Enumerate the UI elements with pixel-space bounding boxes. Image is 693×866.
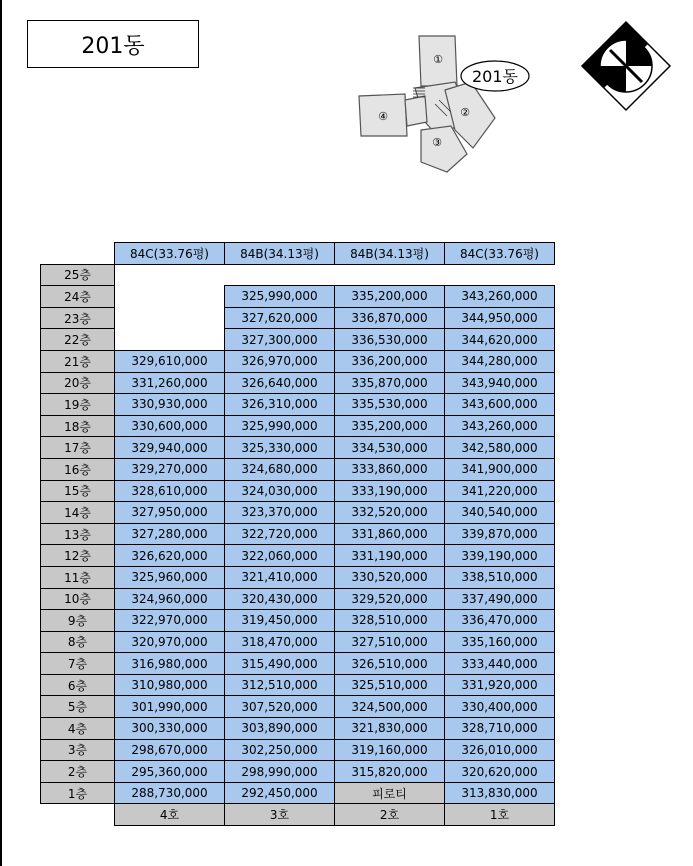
- price-cell-unit-4: 295,360,000: [115, 761, 225, 783]
- price-cell-unit-4: 300,330,000: [115, 718, 225, 740]
- site-plan-diagram: [355, 30, 535, 175]
- price-cell-unit-1: 328,710,000: [445, 718, 555, 740]
- price-cell-unit-3: 320,430,000: [225, 588, 335, 610]
- price-cell-unit-2: 335,200,000: [335, 415, 445, 437]
- price-cell-unit-3: 321,410,000: [225, 566, 335, 588]
- price-cell-unit-2: 332,520,000: [335, 502, 445, 524]
- column-header-unit-1: 84C(33.76평): [445, 243, 555, 265]
- price-cell-unit-3: 318,470,000: [225, 631, 335, 653]
- price-cell-unit-1: 344,620,000: [445, 329, 555, 351]
- unit-marker-1: ①: [433, 53, 443, 66]
- price-cell-unit-3: 302,250,000: [225, 739, 335, 761]
- price-cell-unit-2: 336,870,000: [335, 307, 445, 329]
- unit-number-unit-2: 2호: [335, 804, 445, 826]
- price-cell-unit-2: 331,860,000: [335, 523, 445, 545]
- price-cell-unit-2: 335,200,000: [335, 286, 445, 308]
- building-title: 201동: [27, 20, 199, 68]
- floor-row: [41, 566, 555, 588]
- floor-row: [41, 523, 555, 545]
- price-cell-unit-4: 316,980,000: [115, 653, 225, 675]
- floor-label: 18층: [41, 415, 115, 437]
- price-cell-unit-2: 321,830,000: [335, 718, 445, 740]
- price-cell-unit-4: 325,960,000: [115, 566, 225, 588]
- price-cell-unit-4: 322,970,000: [115, 610, 225, 632]
- price-cell-unit-4: 327,950,000: [115, 502, 225, 524]
- floor-row: [41, 415, 555, 437]
- price-cell-unit-3: 324,030,000: [225, 480, 335, 502]
- floor-row: [41, 502, 555, 524]
- price-cell-unit-4: 327,280,000: [115, 523, 225, 545]
- floor-label: 12층: [41, 545, 115, 567]
- floor-row: [41, 653, 555, 675]
- floor-row: [41, 631, 555, 653]
- site-plan-tag: 201동: [472, 67, 518, 86]
- price-cell-unit-4: 331,260,000: [115, 372, 225, 394]
- unit-marker-3: ③: [432, 136, 442, 149]
- floor-row: [41, 372, 555, 394]
- column-header-row: [41, 243, 555, 265]
- price-cell-unit-4: 324,960,000: [115, 588, 225, 610]
- price-cell-unit-4: 330,600,000: [115, 415, 225, 437]
- floor-label: 2층: [41, 761, 115, 783]
- floor-row: [41, 264, 555, 286]
- floor-label: 9층: [41, 610, 115, 632]
- price-cell-unit-1: 331,920,000: [445, 674, 555, 696]
- price-cell-unit-3: 325,330,000: [225, 437, 335, 459]
- compass-north-label: N: [587, 27, 604, 44]
- price-cell-unit-1: 343,260,000: [445, 415, 555, 437]
- price-cell-unit-3: 327,300,000: [225, 329, 335, 351]
- price-cell-unit-3: 307,520,000: [225, 696, 335, 718]
- price-cell-unit-3: 325,990,000: [225, 415, 335, 437]
- floor-row: [41, 674, 555, 696]
- price-cell-unit-1: 340,540,000: [445, 502, 555, 524]
- price-cell-unit-2: 327,510,000: [335, 631, 445, 653]
- price-cell-unit-3: 303,890,000: [225, 718, 335, 740]
- floor-label: 7층: [41, 653, 115, 675]
- price-cell-unit-3: 326,970,000: [225, 350, 335, 372]
- price-cell-unit-4: 301,990,000: [115, 696, 225, 718]
- price-cell-unit-2: 336,200,000: [335, 350, 445, 372]
- floor-row: [41, 782, 555, 804]
- price-cell-unit-4: 326,620,000: [115, 545, 225, 567]
- empty-floor: [115, 264, 555, 286]
- price-cell-unit-4: 330,930,000: [115, 394, 225, 416]
- price-cell-unit-3: 326,640,000: [225, 372, 335, 394]
- price-cell-unit-3: 322,060,000: [225, 545, 335, 567]
- price-cell-unit-1: 339,870,000: [445, 523, 555, 545]
- floor-label: 1층: [41, 782, 115, 804]
- price-cell-unit-3: 312,510,000: [225, 674, 335, 696]
- price-cell-unit-3: 322,720,000: [225, 523, 335, 545]
- price-cell-unit-1: 313,830,000: [445, 782, 555, 804]
- price-cell-unit-2: 331,190,000: [335, 545, 445, 567]
- floor-label: 17층: [41, 437, 115, 459]
- price-cell-unit-1: 337,490,000: [445, 588, 555, 610]
- price-cell-unit-4: 288,730,000: [115, 782, 225, 804]
- floor-label: 4층: [41, 718, 115, 740]
- price-cell-unit-2: 326,510,000: [335, 653, 445, 675]
- floor-row: [41, 718, 555, 740]
- floor-label: 20층: [41, 372, 115, 394]
- unit-marker-2: ②: [460, 106, 470, 119]
- price-cell-unit-1: 326,010,000: [445, 739, 555, 761]
- price-cell-unit-2: 319,160,000: [335, 739, 445, 761]
- floor-row: [41, 696, 555, 718]
- price-cell-unit-4: 329,940,000: [115, 437, 225, 459]
- price-cell-unit-2: 333,860,000: [335, 458, 445, 480]
- floor-label: 5층: [41, 696, 115, 718]
- price-cell-unit-3: 319,450,000: [225, 610, 335, 632]
- unit-footer-row: [41, 804, 555, 826]
- floor-row: [41, 545, 555, 567]
- price-cell-unit-3: 315,490,000: [225, 653, 335, 675]
- price-cell-unit-3: 325,990,000: [225, 286, 335, 308]
- price-cell-unit-2: 334,530,000: [335, 437, 445, 459]
- floor-label: 15층: [41, 480, 115, 502]
- floor-label: 22층: [41, 329, 115, 351]
- price-cell-unit-4: 310,980,000: [115, 674, 225, 696]
- floor-label: 25층: [41, 264, 115, 286]
- floor-label: 14층: [41, 502, 115, 524]
- floor-label: 19층: [41, 394, 115, 416]
- floor-label: 11층: [41, 566, 115, 588]
- floor-row: [41, 286, 555, 308]
- unit-marker-4: ④: [378, 110, 388, 123]
- price-cell-unit-3: 324,680,000: [225, 458, 335, 480]
- table-corner: [41, 243, 115, 265]
- price-cell-unit-1: 341,900,000: [445, 458, 555, 480]
- floor-row: [41, 610, 555, 632]
- north-compass-icon: [580, 20, 672, 112]
- floor-label: 3층: [41, 739, 115, 761]
- floor-row: [41, 588, 555, 610]
- price-cell-unit-2: 335,870,000: [335, 372, 445, 394]
- floor-label: 13층: [41, 523, 115, 545]
- price-cell-unit-2: 335,530,000: [335, 394, 445, 416]
- empty-unit-cell: [115, 286, 225, 351]
- price-cell-unit-1: 343,940,000: [445, 372, 555, 394]
- floor-row: [41, 437, 555, 459]
- floor-label: 10층: [41, 588, 115, 610]
- unit-number-unit-1: 1호: [445, 804, 555, 826]
- price-cell-unit-1: 339,190,000: [445, 545, 555, 567]
- price-cell-unit-3: 298,990,000: [225, 761, 335, 783]
- floor-row: [41, 480, 555, 502]
- price-cell-unit-1: 343,260,000: [445, 286, 555, 308]
- unit-number-unit-4: 4호: [115, 804, 225, 826]
- price-cell-unit-1: 330,400,000: [445, 696, 555, 718]
- floor-label: 24층: [41, 286, 115, 308]
- floor-row: [41, 458, 555, 480]
- price-cell-unit-1: 333,440,000: [445, 653, 555, 675]
- floor-label: 16층: [41, 458, 115, 480]
- footer-blank: [41, 804, 115, 826]
- price-cell-unit-2: 324,500,000: [335, 696, 445, 718]
- price-cell-unit-2: 336,530,000: [335, 329, 445, 351]
- price-cell-unit-2: 315,820,000: [335, 761, 445, 783]
- price-cell-unit-1: 343,600,000: [445, 394, 555, 416]
- page-left-border: [0, 0, 2, 866]
- price-cell-unit-3: 292,450,000: [225, 782, 335, 804]
- piloti-cell: 피로티: [335, 782, 445, 804]
- price-cell-unit-4: 328,610,000: [115, 480, 225, 502]
- price-cell-unit-1: 344,950,000: [445, 307, 555, 329]
- price-table: [40, 242, 555, 826]
- price-cell-unit-2: 329,520,000: [335, 588, 445, 610]
- price-cell-unit-3: 323,370,000: [225, 502, 335, 524]
- price-cell-unit-1: 336,470,000: [445, 610, 555, 632]
- floor-row: [41, 761, 555, 783]
- floor-label: 23층: [41, 307, 115, 329]
- floor-label: 8층: [41, 631, 115, 653]
- unit-number-unit-3: 3호: [225, 804, 335, 826]
- price-cell-unit-1: 335,160,000: [445, 631, 555, 653]
- column-header-unit-4: 84C(33.76평): [115, 243, 225, 265]
- price-cell-unit-2: 325,510,000: [335, 674, 445, 696]
- column-header-unit-2: 84B(34.13평): [335, 243, 445, 265]
- price-cell-unit-4: 329,610,000: [115, 350, 225, 372]
- price-cell-unit-1: 342,580,000: [445, 437, 555, 459]
- price-cell-unit-3: 327,620,000: [225, 307, 335, 329]
- price-cell-unit-1: 320,620,000: [445, 761, 555, 783]
- floor-row: [41, 350, 555, 372]
- floor-row: [41, 739, 555, 761]
- price-cell-unit-4: 320,970,000: [115, 631, 225, 653]
- price-cell-unit-3: 326,310,000: [225, 394, 335, 416]
- price-cell-unit-2: 328,510,000: [335, 610, 445, 632]
- price-cell-unit-2: 333,190,000: [335, 480, 445, 502]
- column-header-unit-3: 84B(34.13평): [225, 243, 335, 265]
- floor-row: [41, 394, 555, 416]
- price-cell-unit-4: 329,270,000: [115, 458, 225, 480]
- price-cell-unit-4: 298,670,000: [115, 739, 225, 761]
- floor-label: 6층: [41, 674, 115, 696]
- price-cell-unit-1: 341,220,000: [445, 480, 555, 502]
- floor-label: 21층: [41, 350, 115, 372]
- price-table-body: [41, 243, 555, 826]
- price-cell-unit-1: 344,280,000: [445, 350, 555, 372]
- price-cell-unit-2: 330,520,000: [335, 566, 445, 588]
- price-cell-unit-1: 338,510,000: [445, 566, 555, 588]
